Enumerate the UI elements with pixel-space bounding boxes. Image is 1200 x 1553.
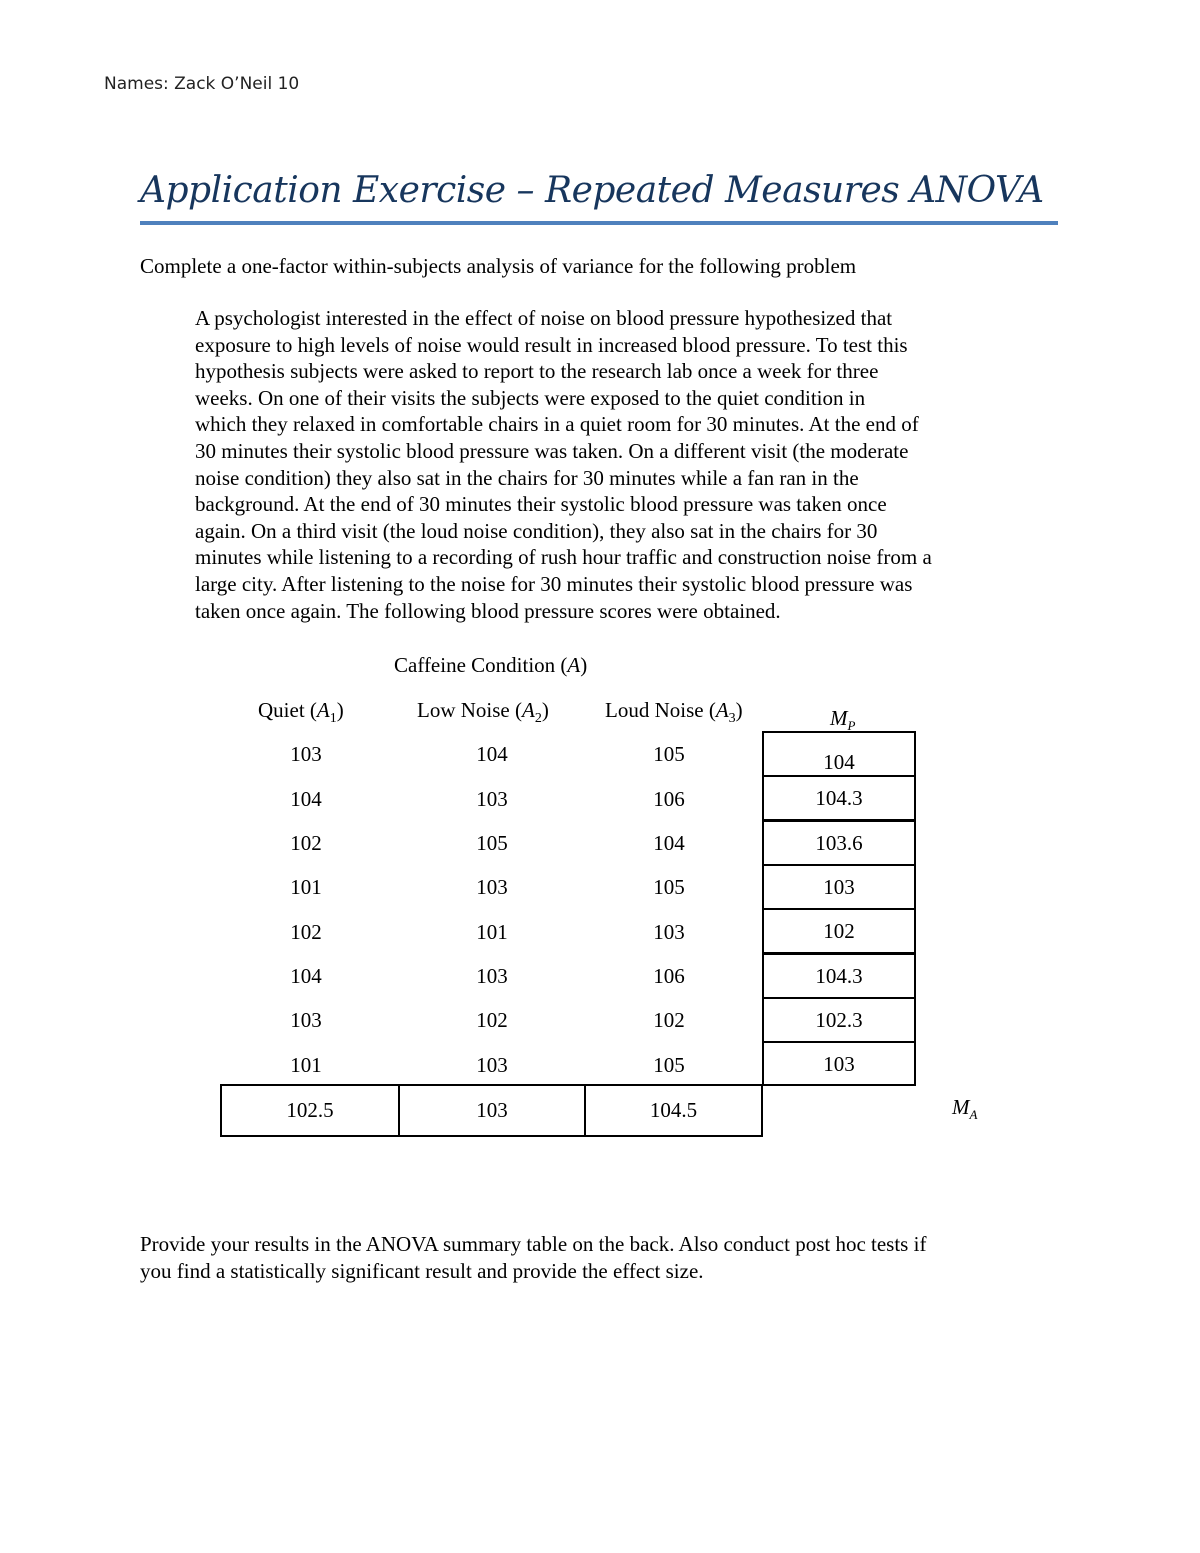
closing-instructions bbox=[140, 1231, 926, 1284]
col-sub: 3 bbox=[728, 711, 736, 727]
col-sym: A bbox=[715, 698, 729, 722]
closing-line: Provide your results in the ANOVA summary table on the back. Also conduct post hoc tests if bbox=[140, 1232, 927, 1256]
score-a1: 104 bbox=[290, 964, 322, 988]
problem-line: weeks. On one of their visits the subjects were exposed to the quiet condition in bbox=[195, 385, 866, 410]
score-a3: 106 bbox=[653, 964, 685, 988]
student-names: Names: Zack O’Neil 10 bbox=[104, 74, 300, 94]
score-a1: 101 bbox=[290, 1053, 322, 1077]
col-sym: A bbox=[521, 698, 535, 722]
score-a2: 103 bbox=[476, 787, 508, 811]
col-sym: A bbox=[316, 698, 330, 722]
participant-mean: 102.3 bbox=[762, 997, 916, 1043]
problem-line: A psychologist interested in the effect of noise on blood pressure hypothesized that bbox=[195, 306, 893, 330]
mp-sub: P bbox=[847, 718, 856, 734]
score-a3: 105 bbox=[653, 875, 685, 899]
col-name: Loud Noise ( bbox=[605, 698, 716, 722]
score-a2: 105 bbox=[476, 831, 508, 855]
ma-letter: M bbox=[952, 1095, 970, 1119]
column-header-loud-noise bbox=[605, 697, 743, 733]
column-header-low-noise bbox=[417, 697, 549, 733]
score-a1: 104 bbox=[290, 787, 322, 811]
score-a1: 101 bbox=[290, 875, 322, 899]
title-underline bbox=[140, 221, 1058, 225]
mean-a1: 102.5 bbox=[222, 1086, 400, 1135]
condition-mean-label bbox=[952, 1094, 977, 1129]
factor-label: Caffeine Condition ( bbox=[394, 653, 568, 677]
problem-line: 30 minutes their systolic blood pressure was taken. On a different visit (the moderate bbox=[195, 438, 909, 463]
score-a3: 102 bbox=[653, 1008, 685, 1032]
score-a3: 105 bbox=[653, 1053, 685, 1077]
mean-a2: 103 bbox=[400, 1086, 586, 1135]
mean-a3: 104.5 bbox=[649, 1098, 698, 1123]
col-close: ) bbox=[336, 698, 344, 722]
participant-mean: 102 bbox=[762, 908, 916, 954]
score-a3: 106 bbox=[653, 787, 685, 811]
score-a1: 102 bbox=[290, 920, 322, 944]
factor-close: ) bbox=[580, 653, 588, 677]
problem-line: noise condition) they also sat in the chairs for 30 minutes while a fan ran in the bbox=[195, 465, 859, 490]
score-a2: 103 bbox=[476, 964, 508, 988]
condition-means-row bbox=[220, 1084, 763, 1137]
factor-symbol: A bbox=[567, 653, 581, 677]
score-a2: 102 bbox=[476, 1008, 508, 1032]
score-a2: 103 bbox=[476, 1053, 508, 1077]
instruction-text: Complete a one-factor within-subjects analysis of variance for the following problem bbox=[140, 254, 857, 278]
problem-line: large city. After listening to the noise for 30 minutes their systolic blood pressure was bbox=[195, 571, 913, 596]
problem-line: taken once again. The following blood pressure scores were obtained. bbox=[195, 598, 781, 623]
score-a1: 103 bbox=[290, 742, 322, 766]
score-a2: 101 bbox=[476, 920, 508, 944]
problem-line: hypothesis subjects were asked to report to the research lab once a week for three bbox=[195, 359, 879, 384]
col-close: ) bbox=[541, 698, 549, 722]
page-title: Application Exercise – Repeated Measures ANOVA bbox=[140, 170, 1044, 211]
score-a1: 103 bbox=[290, 1008, 322, 1032]
score-a1: 102 bbox=[290, 831, 322, 855]
problem-line: which they relaxed in comfortable chairs in a quiet room for 30 minutes. At the end of bbox=[195, 412, 919, 437]
mp-letter: M bbox=[830, 706, 848, 730]
col-name: Low Noise ( bbox=[417, 698, 522, 722]
participant-mean: 103 bbox=[762, 864, 916, 910]
col-close: ) bbox=[735, 698, 743, 722]
score-a2: 103 bbox=[476, 875, 508, 899]
ma-sub: A bbox=[969, 1107, 978, 1123]
problem-line: again. On a third visit (the loud noise condition), they also sat in the chairs for 30 bbox=[195, 518, 878, 543]
participant-mean: 104 bbox=[762, 731, 916, 777]
col-sub: 2 bbox=[534, 711, 542, 727]
participant-mean: 103.6 bbox=[762, 820, 916, 866]
col-name: Quiet ( bbox=[258, 698, 317, 722]
participant-mean: 104.3 bbox=[762, 953, 916, 999]
score-a3: 104 bbox=[653, 831, 685, 855]
col-sub: 1 bbox=[329, 711, 337, 727]
score-a2: 104 bbox=[476, 742, 508, 766]
score-a3: 103 bbox=[653, 920, 685, 944]
problem-line: exposure to high levels of noise would result in increased blood pressure. To test this bbox=[195, 332, 908, 357]
closing-line: you find a statistically significant result and provide the effect size. bbox=[140, 1258, 704, 1283]
column-header-quiet bbox=[258, 697, 344, 733]
participant-mean: 103 bbox=[762, 1041, 916, 1086]
problem-line: minutes while listening to a recording of rush hour traffic and construction noise from a bbox=[195, 545, 932, 570]
problem-line: background. At the end of 30 minutes their systolic blood pressure was taken once bbox=[195, 492, 887, 517]
problem-paragraph bbox=[195, 305, 1025, 624]
factor-title bbox=[394, 652, 587, 679]
score-a3: 105 bbox=[653, 742, 685, 766]
participant-mean: 104.3 bbox=[762, 775, 916, 821]
